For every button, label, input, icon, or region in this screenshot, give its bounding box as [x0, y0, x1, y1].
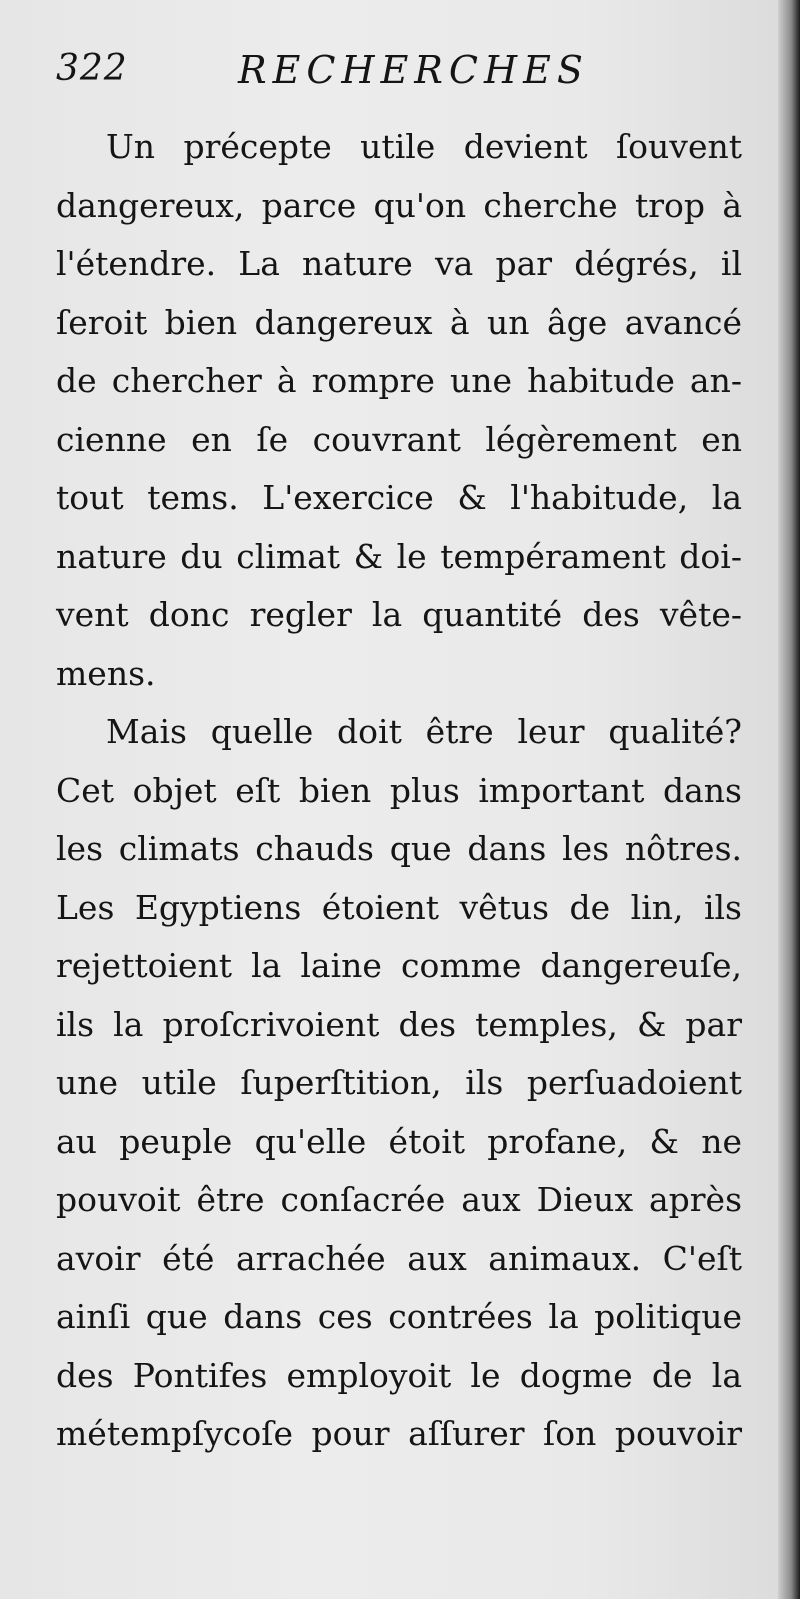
text-line: vent donc regler la quantité des vête- — [56, 595, 742, 634]
text-line: au peuple qu'elle étoit profane, & ne — [56, 1121, 742, 1161]
paragraph — [56, 118, 742, 703]
page-edge-shadow — [778, 0, 800, 1599]
text-line: mens. — [56, 653, 156, 693]
text-line: dangereux, parce qu'on cherche trop à — [56, 185, 742, 225]
text-line: nature du climat & le tempérament doi- — [56, 536, 742, 576]
text-line: de chercher à rompre une habitude an- — [56, 361, 742, 400]
text-line: tout tems. L'exercice & l'habitude, la — [56, 478, 742, 517]
text-line: ainſi que dans ces contrées la politique — [56, 1297, 742, 1336]
text-line: Cet objet eſt bien plus important dans — [56, 770, 742, 810]
text-line: ils la proſcrivoient des temples, & par — [56, 1004, 742, 1044]
text-line: Un précepte utile devient ſouvent — [106, 127, 742, 166]
text-line: Les Egyptiens étoient vêtus de lin, ils — [56, 887, 742, 927]
page-number: 322 — [56, 48, 128, 89]
text-line: Mais quelle doit être leur qualité? — [106, 712, 742, 751]
text-line: des Pontifes employoit le dogme de la — [56, 1355, 742, 1395]
text-line: cienne en ſe couvrant légèrement en — [56, 419, 742, 459]
text-line: les climats chauds que dans les nôtres. — [56, 829, 742, 868]
page-header — [52, 48, 742, 108]
body-text — [56, 118, 742, 1464]
text-line: une utile ſuperſtition, ils perſuadoient — [56, 1063, 742, 1102]
text-line: l'étendre. La nature va par dégrés, il — [56, 244, 742, 283]
text-line: métempſycoſe pour aſſurer ſon pouvoir — [56, 1414, 742, 1453]
paragraph — [56, 703, 742, 1464]
text-line: ſeroit bien dangereux à un âge avancé — [56, 302, 742, 342]
text-line: rejettoient la laine comme dangereuſe, — [56, 946, 742, 985]
text-line: avoir été arrachée aux animaux. C'eſt — [56, 1238, 742, 1278]
running-head: RECHERCHES — [238, 48, 589, 92]
text-line: pouvoit être conſacrée aux Dieux après — [56, 1180, 742, 1219]
